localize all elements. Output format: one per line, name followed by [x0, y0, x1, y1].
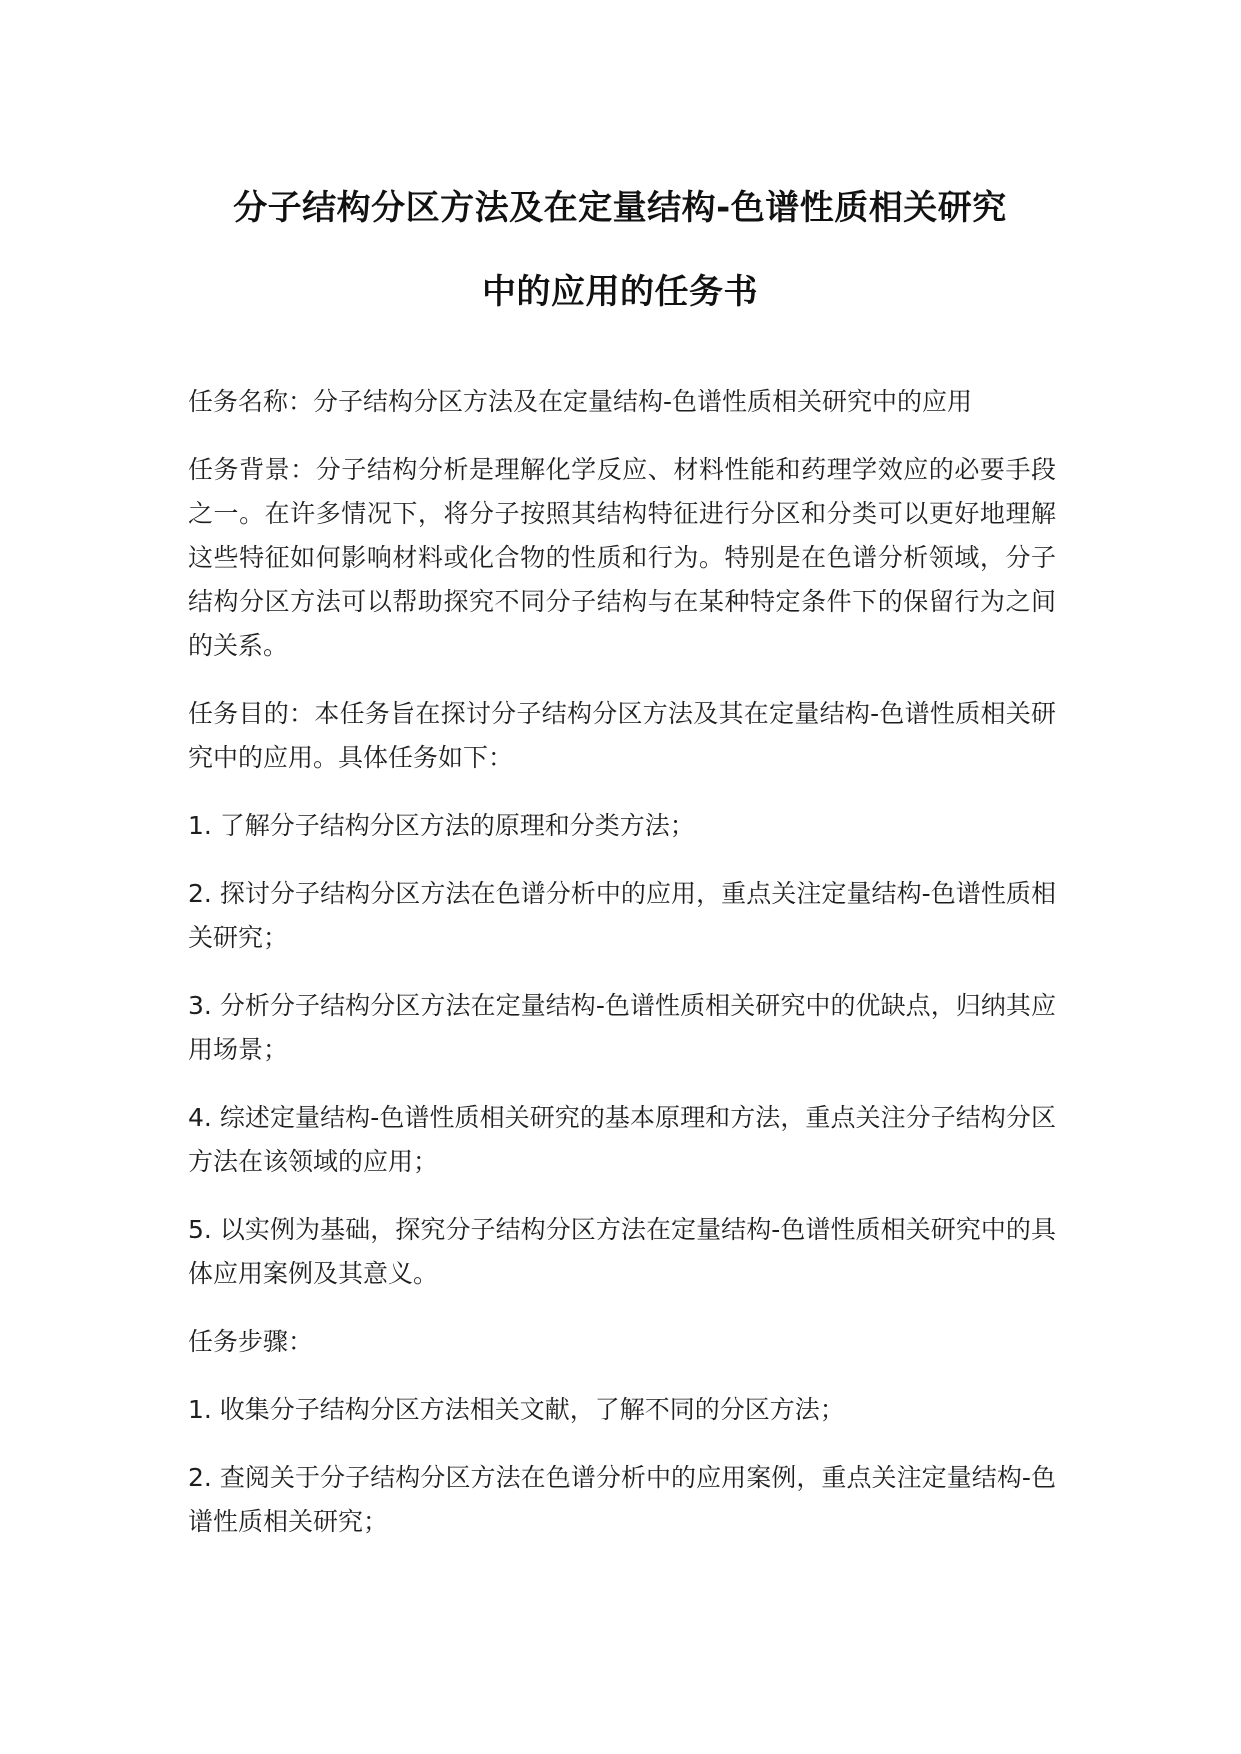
purpose-item-5: 5. 以实例为基础，探究分子结构分区方法在定量结构-色谱性质相关研究中的具体应用案例及其意义。: [188, 1215, 1056, 1288]
task-purpose-paragraph: 任务目的：本任务旨在探讨分子结构分区方法及其在定量结构-色谱性质相关研究中的应用。具体任务如下：: [188, 699, 1056, 772]
purpose-item-1: 1. 了解分子结构分区方法的原理和分类方法；: [188, 811, 695, 840]
purpose-item-3: 3. 分析分子结构分区方法在定量结构-色谱性质相关研究中的优缺点，归纳其应用场景；: [188, 991, 1056, 1064]
purpose-item-4: 4. 综述定量结构-色谱性质相关研究的基本原理和方法，重点关注分子结构分区方法在该领域的应用；: [188, 1103, 1056, 1176]
task-background-paragraph: 任务背景：分子结构分析是理解化学反应、材料性能和药理学效应的必要手段之一。在许多情况下，将分子按照其结构特征进行分区和分类可以更好地理解这些特征如何影响材料或化合物的性质和行为。特别是在色谱分析领域，分子结构分区方法可以帮助探究不同分子结构与在某种特定条件下的保留行为之间的关系。: [188, 455, 1056, 660]
task-steps-heading: 任务步骤：: [188, 1327, 314, 1356]
purpose-item-2: 2. 探讨分子结构分区方法在色谱分析中的应用，重点关注定量结构-色谱性质相关研究；: [188, 879, 1056, 952]
step-item-1: 1. 收集分子结构分区方法相关文献，了解不同的分区方法；: [188, 1395, 845, 1424]
document-title-line-1: 分子结构分区方法及在定量结构-色谱性质相关研究: [233, 188, 1007, 228]
step-item-2: 2. 查阅关于分子结构分区方法在色谱分析中的应用案例，重点关注定量结构-色谱性质相关研究；: [188, 1463, 1056, 1536]
task-name-paragraph: 任务名称：分子结构分区方法及在定量结构-色谱性质相关研究中的应用: [188, 387, 973, 416]
document-body: [188, 380, 1056, 1568]
document-title-line-2: 中的应用的任务书: [482, 272, 758, 312]
